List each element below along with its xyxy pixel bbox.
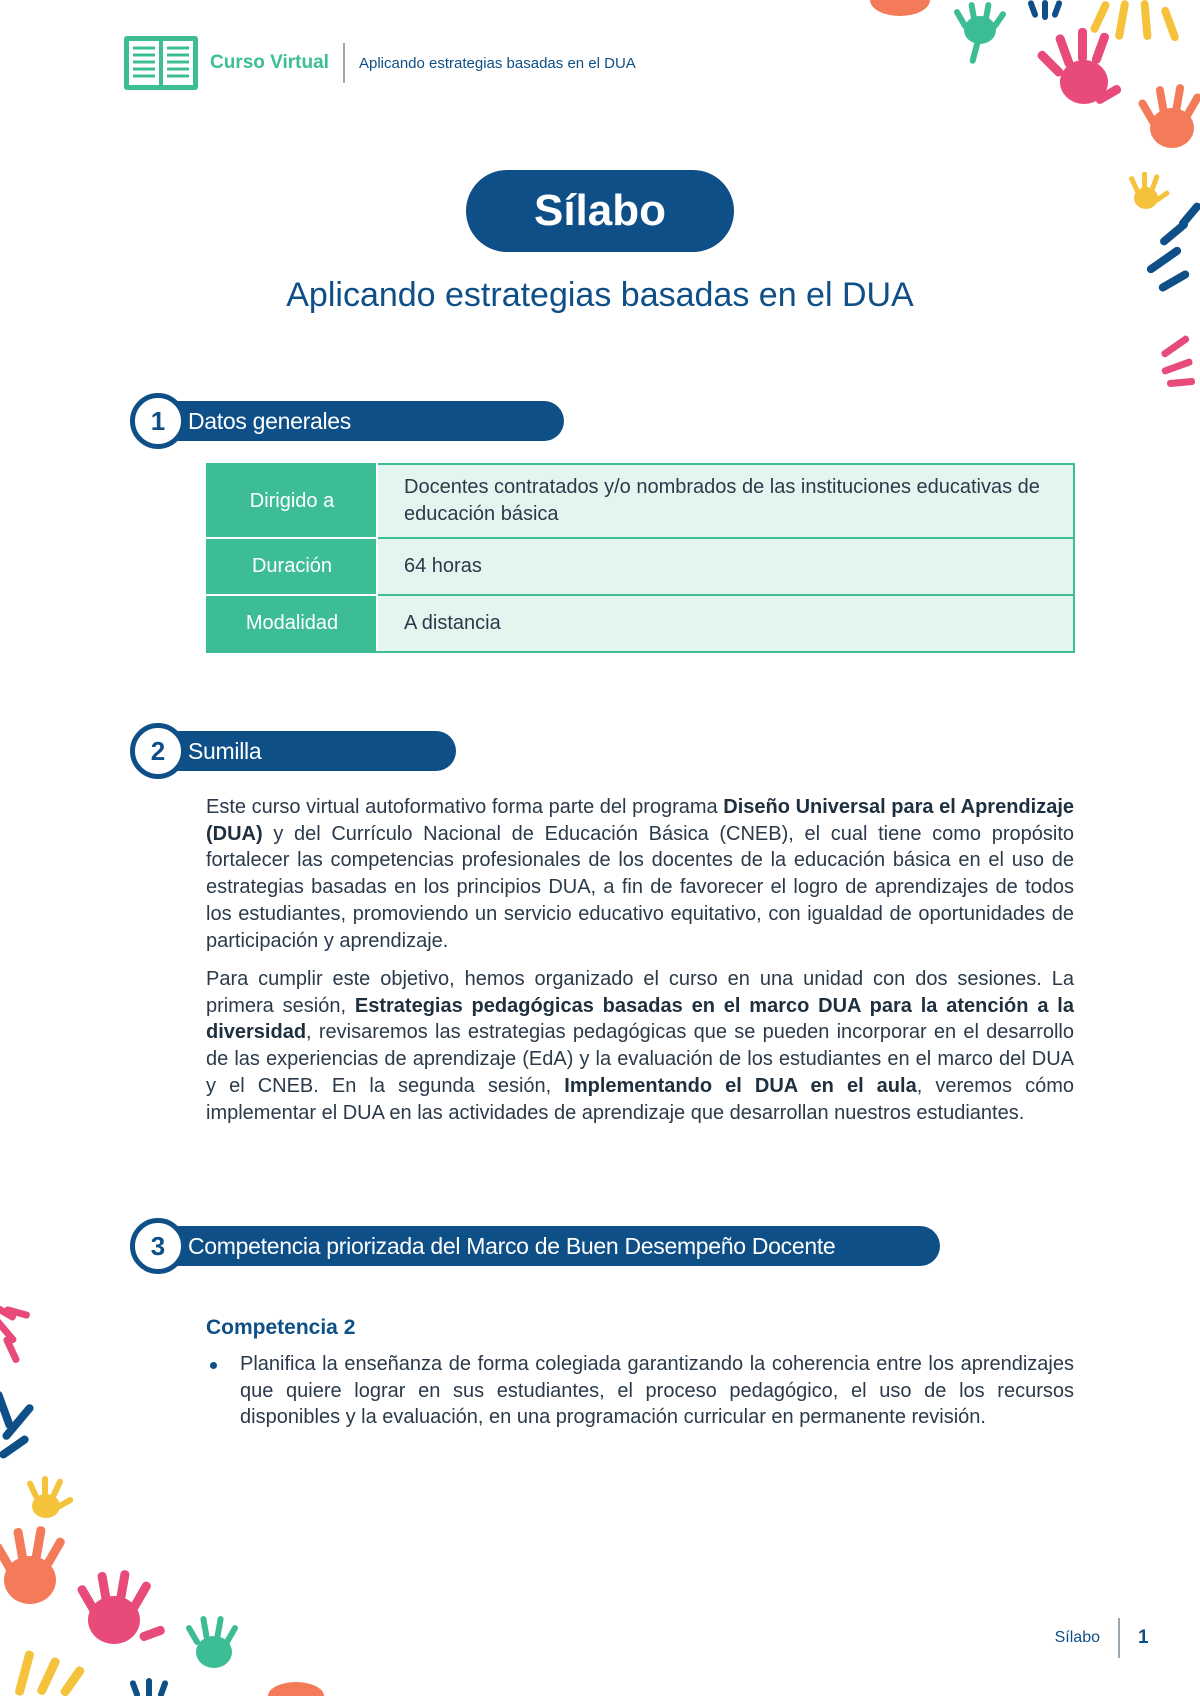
decorative-hands-bottom-left [0,1280,340,1696]
sumilla-paragraph-1: Este curso virtual autoformativo forma parte del programa Diseño Universal para el Aprendizaje (DUA) y del Currículo Nacional de Educación Básica (CNEB), el cual tiene como propósito fortalecer las competencias profesionales de los docentes de la educación básica en el uso de estrategias basadas en los principios DUA, a fin de favorecer el logro de aprendizajes de todos los estudiantes, promoviendo un servicio educativo equitativo, con igualdad de oportunidades de participación y aprendizaje. [206,796,1074,952]
hand-pink-left-icon [0,1302,31,1364]
table-label-cell: Modalidad [207,595,377,652]
table-row [207,464,1074,538]
table-row [207,538,1074,595]
hand-blue-left-icon [0,1390,35,1460]
sumilla-paragraph-2: Para cumplir este objetivo, hemos organizado el curso en una unidad con dos sesiones. La primera sesión, Estrategias pedagógicas basadas en el marco DUA para la atención a la diversidad, revisaremos las estrategias pedagógicas que se pueden incorporar en el desarrollo de las experiencias de aprendizaje (EdA) y la evaluación de los estudiantes en el marco del DUA y el CNEB. En la segunda sesión, Implementando el DUA en el aula, veremos cómo implementar el DUA en las actividades de aprendizaje que desarrollan nuestros estudiantes. [206,968,1074,1124]
competencia-title: Competencia 2 [206,1316,356,1339]
competencia-list [206,1351,1074,1431]
table-label-cell: Duración [207,538,377,595]
hand-pink-icon [1036,28,1123,105]
list-item: Planifica la enseñanza de forma colegiada garantizando la coherencia entre los aprendizajes que quiere lograr en sus estudiantes, el proceso pedagógico, el uso de los recursos disponibles y la evaluación, en una programación curricular en permanente revisión. [206,1351,1074,1431]
general-data-table [206,463,1075,653]
table-value-cell: 64 horas [377,538,1074,595]
page-footer [1000,1618,1149,1658]
hand-pink-right-icon [1160,334,1195,387]
header-course-name: Aplicando estrategias basadas en el DUA [358,54,636,72]
hand-yellow-left-icon [26,1476,74,1518]
hand-teal-icon [953,2,1007,65]
hand-orange-bottom-icon [268,1682,324,1696]
page-title: Sílabo [466,170,734,252]
hand-orange-left-icon [0,1526,66,1604]
hand-orange-icon [870,0,930,16]
header-divider [343,43,345,83]
hand-teal-bottom-icon [185,1616,239,1668]
section-title: Sumilla [170,731,456,771]
footer-label: Sílabo [1054,1629,1100,1646]
bullet-icon [210,1362,217,1369]
hand-pink-bottom-icon [76,1570,166,1644]
table-label-cell: Dirigido a [207,464,377,538]
brand-label: Curso Virtual [210,52,329,73]
hand-yellow-small-icon [1128,172,1170,209]
hand-blue-bottom-icon [129,1678,169,1696]
section-title: Competencia priorizada del Marco de Buen Desempeño Docente [170,1226,940,1266]
open-book-icon [124,34,198,92]
section-number: 1 [130,393,186,449]
decorative-hands-top-right [860,0,1200,420]
section-title: Datos generales [170,401,564,441]
table-value-cell: Docentes contratados y/o nombrados de las instituciones educativas de educación básica [377,464,1074,538]
section-number: 2 [130,723,186,779]
table-value-cell: A distancia [377,595,1074,652]
hand-blue-icon [1027,0,1063,20]
hand-yellow-bottom-icon [14,1650,86,1696]
document-header [124,34,636,92]
section-number: 3 [130,1218,186,1274]
table-row [207,595,1074,652]
hand-orange-icon [1137,84,1200,148]
course-subtitle: Aplicando estrategias basadas en el DUA [286,276,914,314]
page-number: 1 [1138,1627,1149,1648]
footer-divider [1118,1618,1120,1658]
